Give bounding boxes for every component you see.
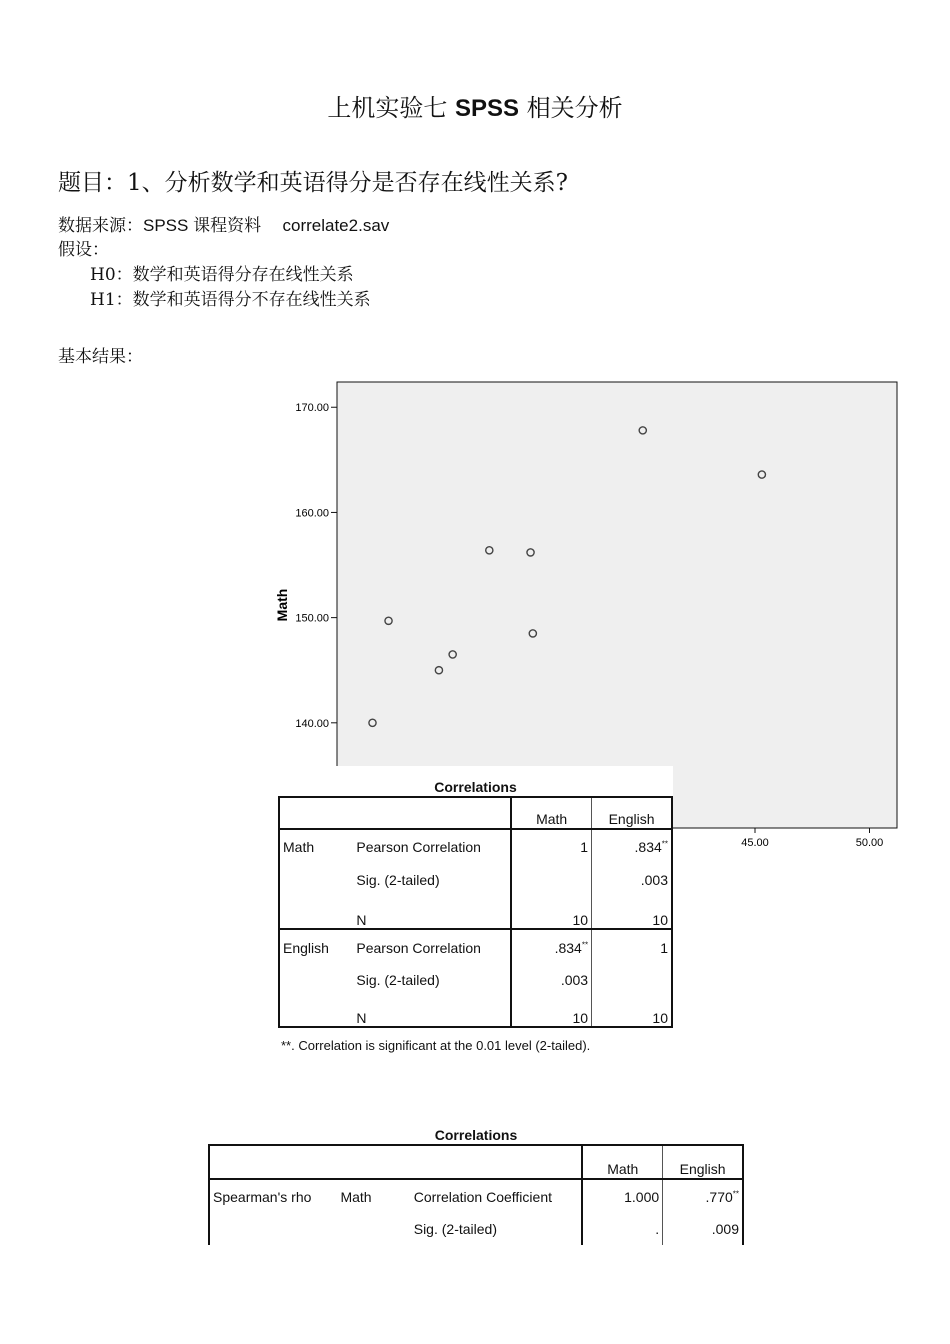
hypothesis-h1: H1：数学和英语得分不存在线性关系 bbox=[90, 290, 371, 310]
cell-math-english-r bbox=[592, 829, 672, 863]
row-label-blank bbox=[279, 896, 353, 929]
hypothesis-h0: H0：数学和英语得分存在线性关系 bbox=[90, 265, 354, 285]
value-r: .834 bbox=[634, 838, 662, 855]
data-source-line bbox=[58, 211, 389, 236]
col-header-english: English bbox=[663, 1145, 743, 1179]
stat-sig: Sig. (2-tailed) bbox=[356, 871, 440, 888]
cell-math-math-sig bbox=[511, 863, 591, 896]
sig-mark: ** bbox=[581, 939, 589, 949]
data-source-label: 数据来源： bbox=[58, 216, 143, 236]
data-source-value: SPSS 课程资料 bbox=[143, 216, 262, 235]
page-title bbox=[0, 88, 950, 123]
cell-english-math-n: 10 bbox=[511, 995, 591, 1027]
row-label-blank bbox=[279, 863, 353, 896]
results-label: 基本结果： bbox=[58, 347, 143, 367]
spearman-caption: Correlations bbox=[434, 1127, 518, 1143]
cell-english-math-sig: .003 bbox=[511, 965, 591, 995]
col-header-math: Math bbox=[511, 797, 591, 829]
cell-english-english-sig bbox=[592, 965, 672, 995]
row-label-method: Spearman's rho bbox=[213, 1188, 312, 1205]
hypothesis-label: 假设： bbox=[58, 240, 109, 260]
stat-pearson: Pearson Correlation bbox=[356, 939, 481, 956]
cell-math-math-r: 1 bbox=[511, 829, 591, 863]
header-blank bbox=[209, 1145, 582, 1179]
table-footnote: **. Correlation is significant at the 0.01 level (2-tailed). bbox=[281, 1038, 591, 1053]
y-tick-label: 160.00 bbox=[295, 507, 329, 520]
row-label-blank bbox=[279, 995, 353, 1027]
value-rho: .770 bbox=[705, 1188, 733, 1205]
row-label-blank bbox=[279, 965, 353, 995]
cell-math-math-sig: . bbox=[582, 1213, 662, 1245]
y-tick-label: 140.00 bbox=[295, 717, 329, 730]
cell-math-math-rho: 1.000 bbox=[582, 1179, 662, 1213]
data-source-file: correlate2.sav bbox=[282, 216, 390, 235]
sig-mark: ** bbox=[661, 838, 668, 848]
col-header-math: Math bbox=[582, 1145, 662, 1179]
row-label-math: Math bbox=[340, 1188, 372, 1205]
col-header-english: English bbox=[592, 797, 672, 829]
stat-n: N bbox=[356, 912, 367, 928]
stat-sig: Sig. (2-tailed) bbox=[413, 1221, 497, 1237]
cell-english-english-n: 10 bbox=[592, 995, 672, 1027]
stat-n: N bbox=[356, 1010, 367, 1026]
y-axis-label: Math bbox=[274, 588, 290, 622]
pearson-caption: Correlations bbox=[434, 779, 517, 795]
cell-math-english-n: 10 bbox=[592, 896, 672, 929]
cell-math-english-rho bbox=[663, 1179, 743, 1213]
question-heading: 题目：1、分析数学和英语得分是否存在线性关系? bbox=[58, 170, 568, 196]
spearman-correlations-table bbox=[208, 1112, 744, 1248]
cell-english-english-r: 1 bbox=[592, 929, 672, 965]
cell-english-math-r bbox=[511, 929, 591, 965]
y-tick-label: 150.00 bbox=[295, 612, 329, 625]
y-tick-label: 170.00 bbox=[295, 402, 329, 415]
row-label-english: English bbox=[283, 939, 329, 956]
stat-coefficient: Correlation Coefficient bbox=[413, 1188, 552, 1205]
x-tick-label: 50.00 bbox=[855, 837, 884, 849]
header-blank bbox=[279, 797, 511, 829]
stat-pearson: Pearson Correlation bbox=[356, 838, 481, 855]
row-label-blank bbox=[209, 1213, 337, 1245]
x-tick-label: 45.00 bbox=[741, 837, 769, 849]
title-prefix: 上机实验七 bbox=[327, 94, 448, 122]
title-bold: SPSS bbox=[454, 95, 520, 122]
plot-area bbox=[337, 382, 897, 828]
stat-sig: Sig. (2-tailed) bbox=[356, 972, 440, 988]
cell-math-english-sig: .003 bbox=[592, 863, 672, 896]
cell-math-english-sig: .009 bbox=[663, 1213, 743, 1245]
value-r: .834 bbox=[554, 939, 582, 956]
title-suffix: 相关分析 bbox=[526, 94, 623, 122]
cell-math-math-n: 10 bbox=[511, 896, 591, 929]
row-label-math: Math bbox=[283, 838, 315, 855]
row-label-blank bbox=[337, 1213, 410, 1245]
sig-mark: ** bbox=[732, 1188, 739, 1198]
pearson-correlations-table bbox=[278, 766, 673, 1056]
